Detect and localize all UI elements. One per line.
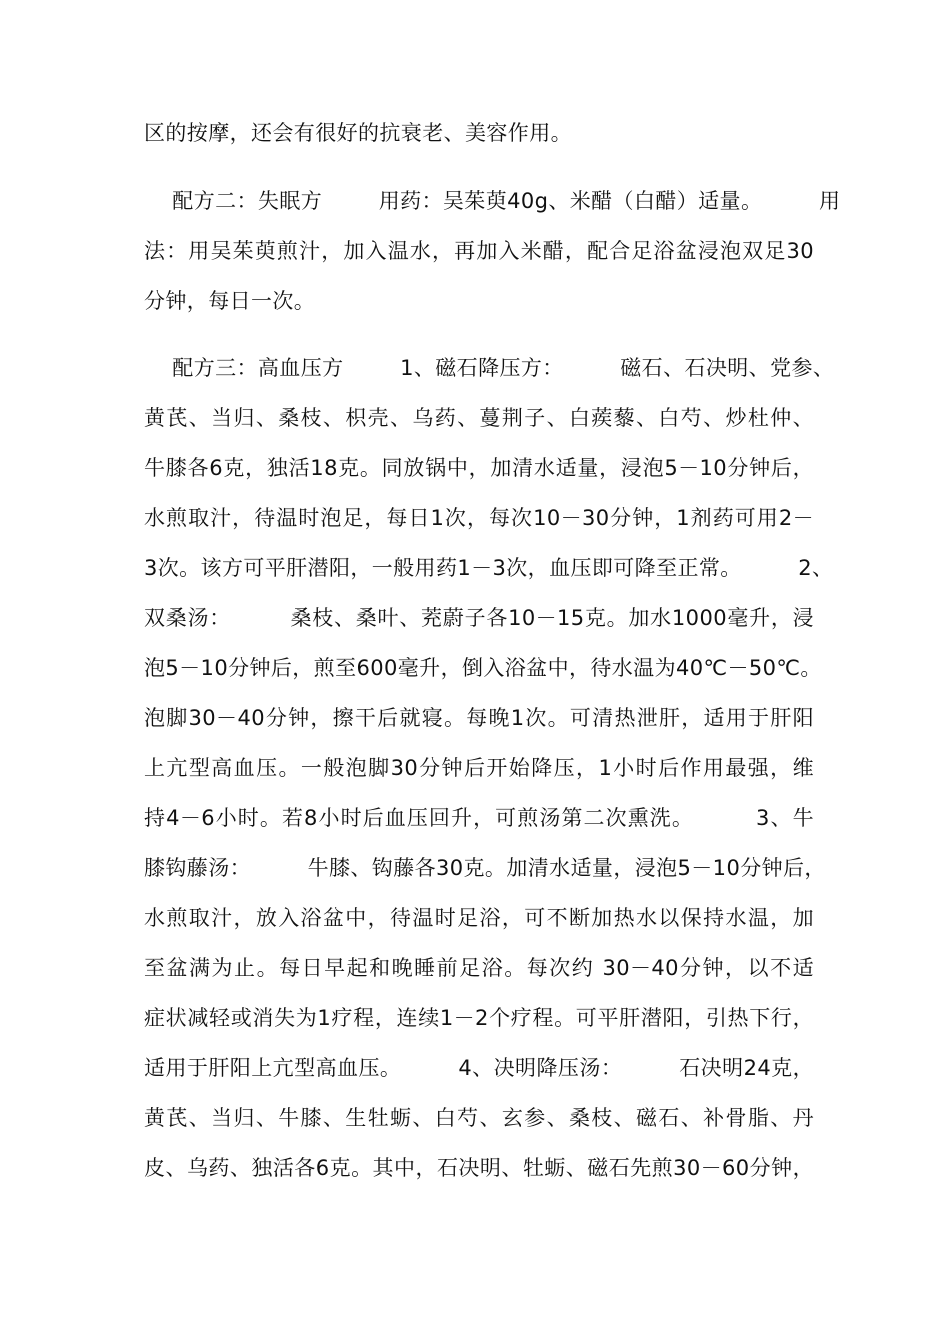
text-line-5: 配方三：高血压方 1、磁石降压方： 磁石、石决明、党参、 <box>144 356 835 380</box>
text-line-10: 双桑汤： 桑枝、桑叶、茺蔚子各10－15克。加水1000毫升，浸 <box>144 606 814 630</box>
text-line-7: 牛膝各6克，独活18克。同放锅中，加清水适量，浸泡5－10分钟后， <box>144 456 814 480</box>
text-line-11: 泡5－10分钟后，煎至600毫升，倒入浴盆中，待水温为40℃－50℃。 <box>144 656 822 680</box>
text-line-17: 至盆满为止。每日早起和晚睡前足浴。每次约 30－40分钟，以不适 <box>144 956 814 980</box>
text-line-2: 配方二：失眠方 用药：吴茱萸40g、米醋（白醋）适量。 用 <box>144 189 841 213</box>
text-line-13: 上亢型高血压。一般泡脚30分钟后开始降压，1小时后作用最强，维 <box>144 756 814 780</box>
text-line-6: 黄芪、当归、桑枝、枳壳、乌药、蔓荆子、白蒺藜、白芍、炒杜仲、 <box>144 406 814 430</box>
text-line-12: 泡脚30－40分钟，擦干后就寝。每晚1次。可清热泄肝，适用于肝阳 <box>144 706 814 730</box>
text-line-21: 皮、乌药、独活各6克。其中，石决明、牡蛎、磁石先煎30－60分钟， <box>144 1156 814 1180</box>
text-line-8: 水煎取汁，待温时泡足，每日1次，每次10－30分钟，1剂药可用2－ <box>144 506 814 530</box>
text-line-1: 区的按摩，还会有很好的抗衰老、美容作用。 <box>144 121 572 145</box>
text-line-15: 膝钩藤汤： 牛膝、钩藤各30克。加清水适量，浸泡5－10分钟后， <box>144 856 826 880</box>
text-line-4: 分钟，每日一次。 <box>144 289 316 313</box>
text-line-9: 3次。该方可平肝潜阳，一般用药1－3次，血压即可降至正常。 2、 <box>144 556 834 580</box>
text-line-19: 适用于肝阳上亢型高血压。 4、决明降压汤： 石决明24克， <box>144 1056 814 1080</box>
text-line-18: 症状减轻或消失为1疗程，连续1－2个疗程。可平肝潜阳，引热下行， <box>144 1006 814 1030</box>
text-line-14: 持4－6小时。若8小时后血压回升，可煎汤第二次熏洗。 3、牛 <box>144 806 814 830</box>
text-line-16: 水煎取汁，放入浴盆中，待温时足浴，可不断加热水以保持水温，加 <box>144 906 814 930</box>
text-line-3: 法：用吴茱萸煎汁，加入温水，再加入米醋，配合足浴盆浸泡双足30 <box>144 239 814 263</box>
text-line-20: 黄芪、当归、牛膝、生牡蛎、白芍、玄参、桑枝、磁石、补骨脂、丹 <box>144 1106 814 1130</box>
